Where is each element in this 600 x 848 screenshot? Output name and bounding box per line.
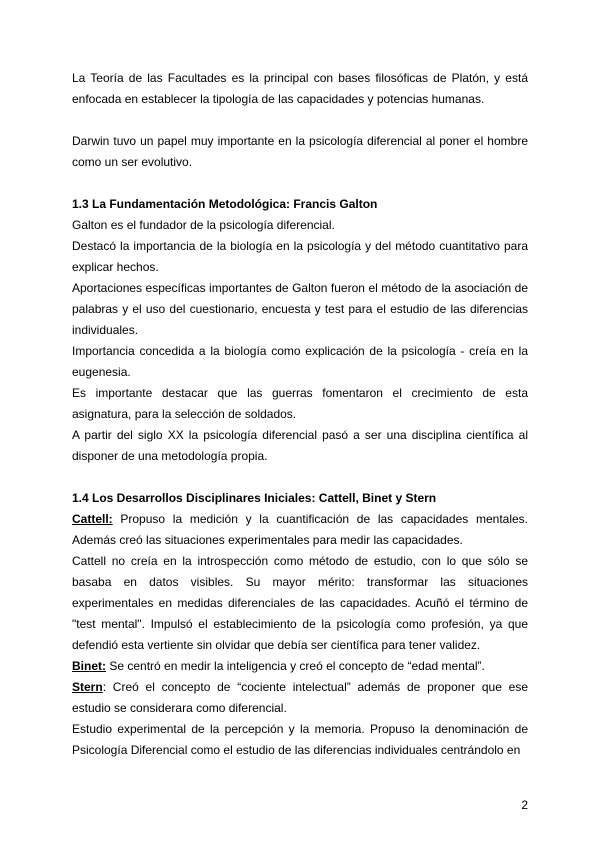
section-heading-1-4: 1.4 Los Desarrollos Disciplinares Iniciales: Cattell, Binet y Stern: [72, 491, 437, 505]
page-number: 2: [521, 798, 528, 812]
paragraph-twentieth-century: A partir del siglo XX la psicología diferencial pasó a ser una disciplina científica al disponer de una metodología propia.: [72, 428, 528, 463]
cattell-name: Cattell:: [72, 512, 113, 526]
paragraph-galton-biology: Destacó la importancia de la biología en la psicología y del método cuantitativo para explicar hechos.: [72, 239, 528, 274]
paragraph-darwin: Darwin tuvo un papel muy importante en la psicología diferencial al poner el hombre como un ser evolutivo.: [72, 134, 528, 169]
paragraph-facultades: La Teoría de las Facultades es la principal con bases filosóficas de Platón, y está enfocada en establecer la tipología de las capacidades y potencias humanas.: [72, 71, 528, 106]
paragraph-binet: [72, 656, 528, 677]
stern-name: Stern: [72, 680, 103, 694]
paragraph-galton-eugenics: Importancia concedida a la biología como explicación de la psicología - creía en la eugenesia.: [72, 344, 528, 379]
paragraph-cattell: [72, 509, 528, 551]
paragraph-stern-more: Estudio experimental de la percepción y la memoria. Propuso la denominación de Psicología Diferencial como el estudio de las diferencias individuales centrándolo en: [72, 722, 528, 757]
stern-text: : Creó el concepto de “cociente intelectual” además de proponer que ese estudio se considerara como diferencial.: [72, 680, 528, 715]
paragraph-galton-contributions: Aportaciones específicas importantes de Galton fueron el método de la asociación de palabras y el uso del cuestionario, encuesta y test para el estudio de las diferencias individuales.: [72, 281, 528, 337]
paragraph-cattell-more: Cattell no creía en la introspección como método de estudio, con lo que sólo se basaba en datos visibles. Su mayor mérito: transformar las situaciones experimentales en medidas diferenciales de las capacidades. Acuñó el término de "test mental". Impulsó el establecimiento de la psicología como profesión, ya que defendió esta vertiente sin olvidar que debía ser científica para tener validez.: [72, 554, 528, 652]
binet-text: Se centró en medir la inteligencia y creó el concepto de “edad mental”.: [106, 659, 485, 673]
paragraph-wars: Es importante destacar que las guerras fomentaron el crecimiento de esta asignatura, para la selección de soldados.: [72, 386, 528, 421]
paragraph-stern: [72, 677, 528, 719]
section-heading-1-3: 1.3 La Fundamentación Metodológica: Francis Galton: [72, 197, 378, 211]
paragraph-galton-founder: Galton es el fundador de la psicología diferencial.: [72, 218, 335, 232]
page-body: [72, 68, 528, 761]
binet-name: Binet:: [72, 659, 106, 673]
cattell-text: Propuso la medición y la cuantificación de las capacidades mentales. Además creó las situaciones experimentales para medir las capacidades.: [72, 512, 528, 547]
